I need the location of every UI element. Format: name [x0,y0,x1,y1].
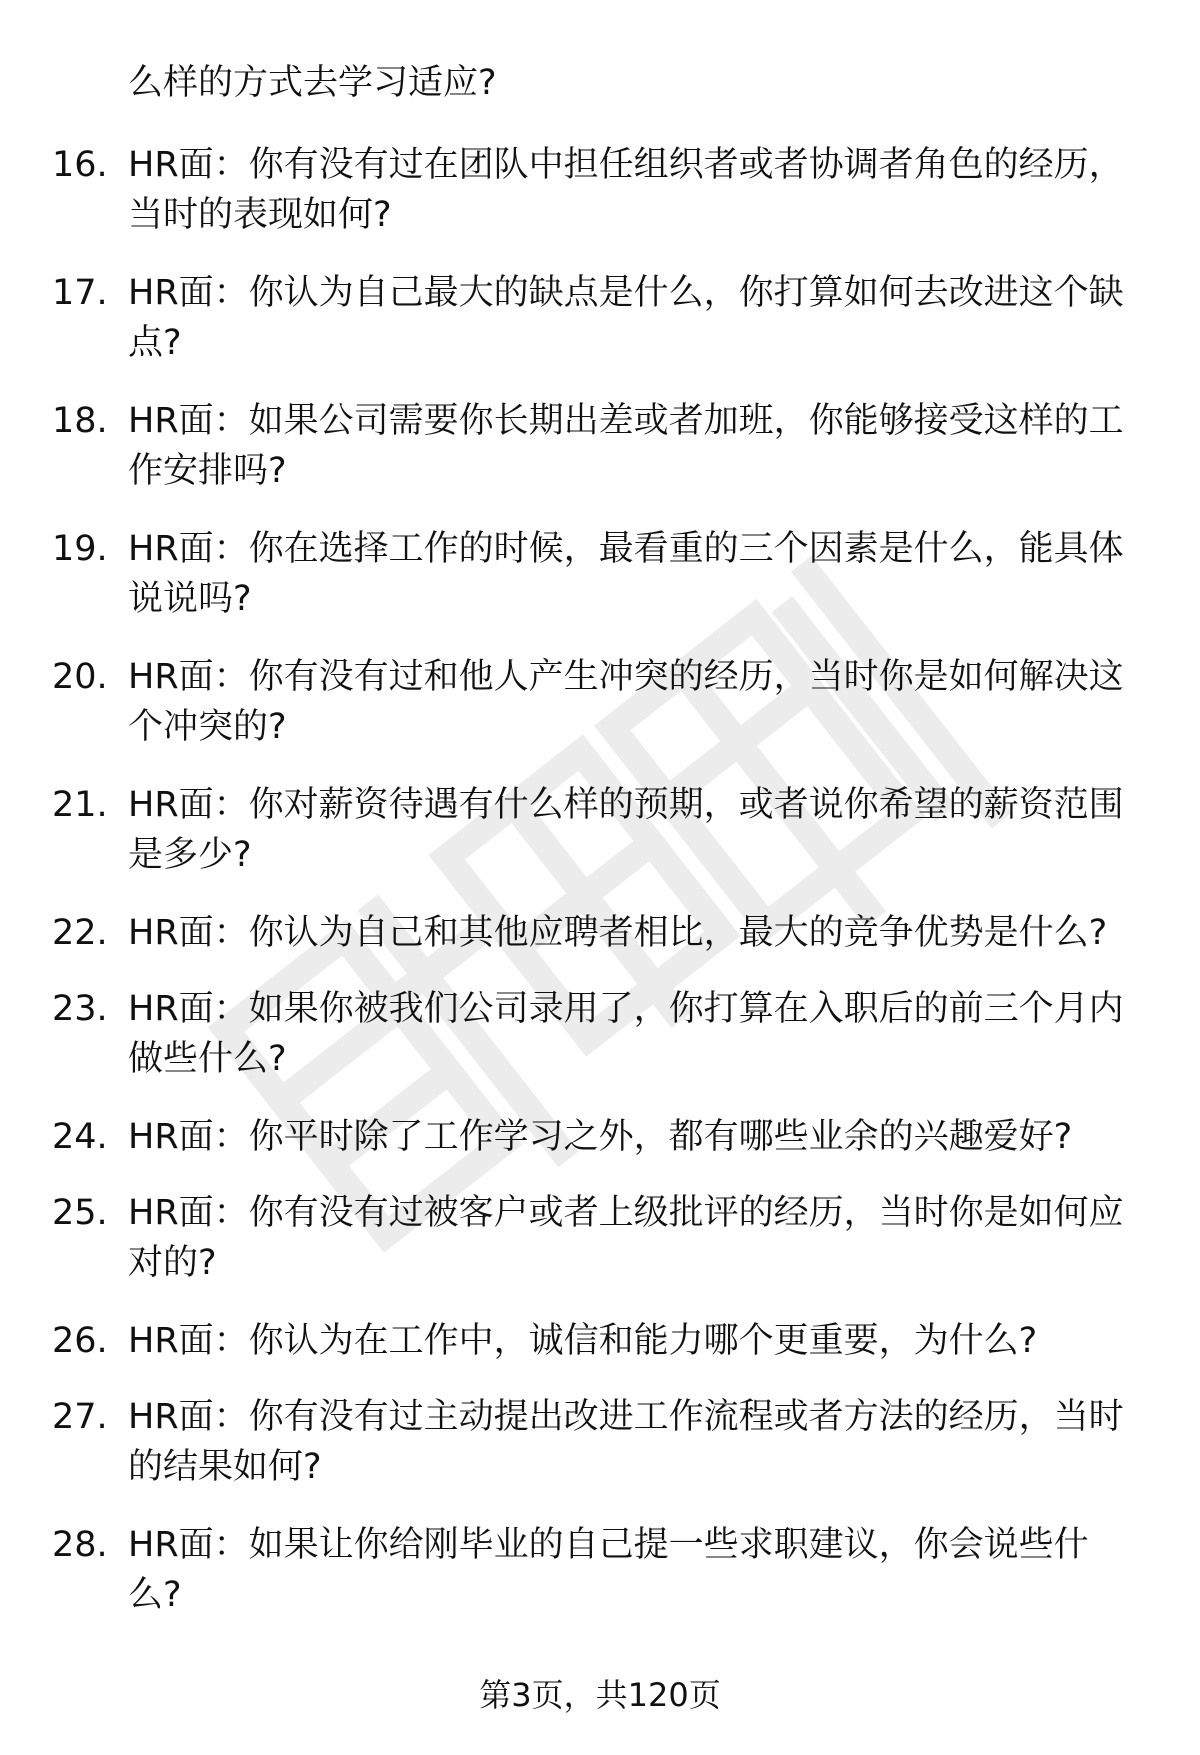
question-line: HR面：你对薪资待遇有什么样的预期，或者说你希望的薪资范围 [128,785,1124,825]
question-item-22 [0,908,1200,984]
question-number: 26. [52,1321,108,1361]
question-number: 16. [52,145,108,185]
question-line: 个冲突的? [128,707,287,747]
question-text [128,780,1158,880]
question-item-27 [0,1392,1200,1520]
question-text [128,652,1158,752]
question-text [128,984,1158,1084]
question-number: 21. [52,785,108,825]
question-line: 对的? [128,1243,217,1283]
question-number: 22. [52,913,108,953]
continued-question-text: 么样的方式去学习适应? [128,63,497,103]
question-text [128,524,1158,624]
question-line: 是多少? [128,835,252,875]
question-number: 23. [52,989,108,1029]
question-item-21 [0,780,1200,908]
question-line: 么? [128,1575,182,1615]
question-line: 做些什么? [128,1039,287,1079]
question-line: HR面：你有没有过在团队中担任组织者或者协调者角色的经历， [128,145,1124,185]
question-item-19 [0,524,1200,652]
question-line: HR面：你有没有过和他人产生冲突的经历，当时你是如何解决这 [128,657,1124,697]
question-item-16 [0,140,1200,268]
question-text [128,140,1158,240]
question-line: HR面：你有没有过被客户或者上级批评的经历，当时你是如何应 [128,1193,1124,1233]
question-number: 28. [52,1525,108,1565]
question-text [128,908,1158,958]
question-text [128,1316,1158,1366]
question-number: 19. [52,529,108,569]
question-line: HR面：如果公司需要你长期出差或者加班，你能够接受这样的工 [128,401,1124,441]
question-number: 18. [52,401,108,441]
question-text [128,1520,1158,1620]
question-number: 27. [52,1397,108,1437]
question-line: HR面：如果让你给刚毕业的自己提一些求职建议，你会说些什 [128,1525,1089,1565]
page-footer: 第3页，共120页 [479,1676,721,1714]
question-line: 点? [128,323,182,363]
question-list [0,140,1200,1648]
question-text [128,268,1158,368]
question-number: 25. [52,1193,108,1233]
question-line: HR面：你平时除了工作学习之外，都有哪些业余的兴趣爱好? [128,1117,1073,1157]
question-text [128,1392,1158,1492]
question-line: HR面：你认为自己最大的缺点是什么，你打算如何去改进这个缺 [128,273,1124,313]
question-text [128,396,1158,496]
question-item-17 [0,268,1200,396]
question-line: HR面：你在选择工作的时候，最看重的三个因素是什么，能具体 [128,529,1124,569]
question-line: HR面：你有没有过主动提出改进工作流程或者方法的经历，当时 [128,1397,1124,1437]
question-number: 24. [52,1117,108,1157]
question-item-25 [0,1188,1200,1316]
question-number: 20. [52,657,108,697]
question-item-24 [0,1112,1200,1188]
question-line: 的结果如何? [128,1447,322,1487]
question-line: HR面：你认为在工作中，诚信和能力哪个更重要，为什么? [128,1321,1038,1361]
question-text [128,1112,1158,1162]
question-text [128,1188,1158,1288]
question-item-20 [0,652,1200,780]
question-number: 17. [52,273,108,313]
question-item-26 [0,1316,1200,1392]
question-item-23 [0,984,1200,1112]
question-line: 说说吗? [128,579,252,619]
question-line: HR面：如果你被我们公司录用了，你打算在入职后的前三个月内 [128,989,1124,1029]
question-line: 当时的表现如何? [128,195,392,235]
question-line: 作安排吗? [128,451,287,491]
question-item-28 [0,1520,1200,1648]
question-item-18 [0,396,1200,524]
question-line: HR面：你认为自己和其他应聘者相比，最大的竞争优势是什么? [128,913,1108,953]
